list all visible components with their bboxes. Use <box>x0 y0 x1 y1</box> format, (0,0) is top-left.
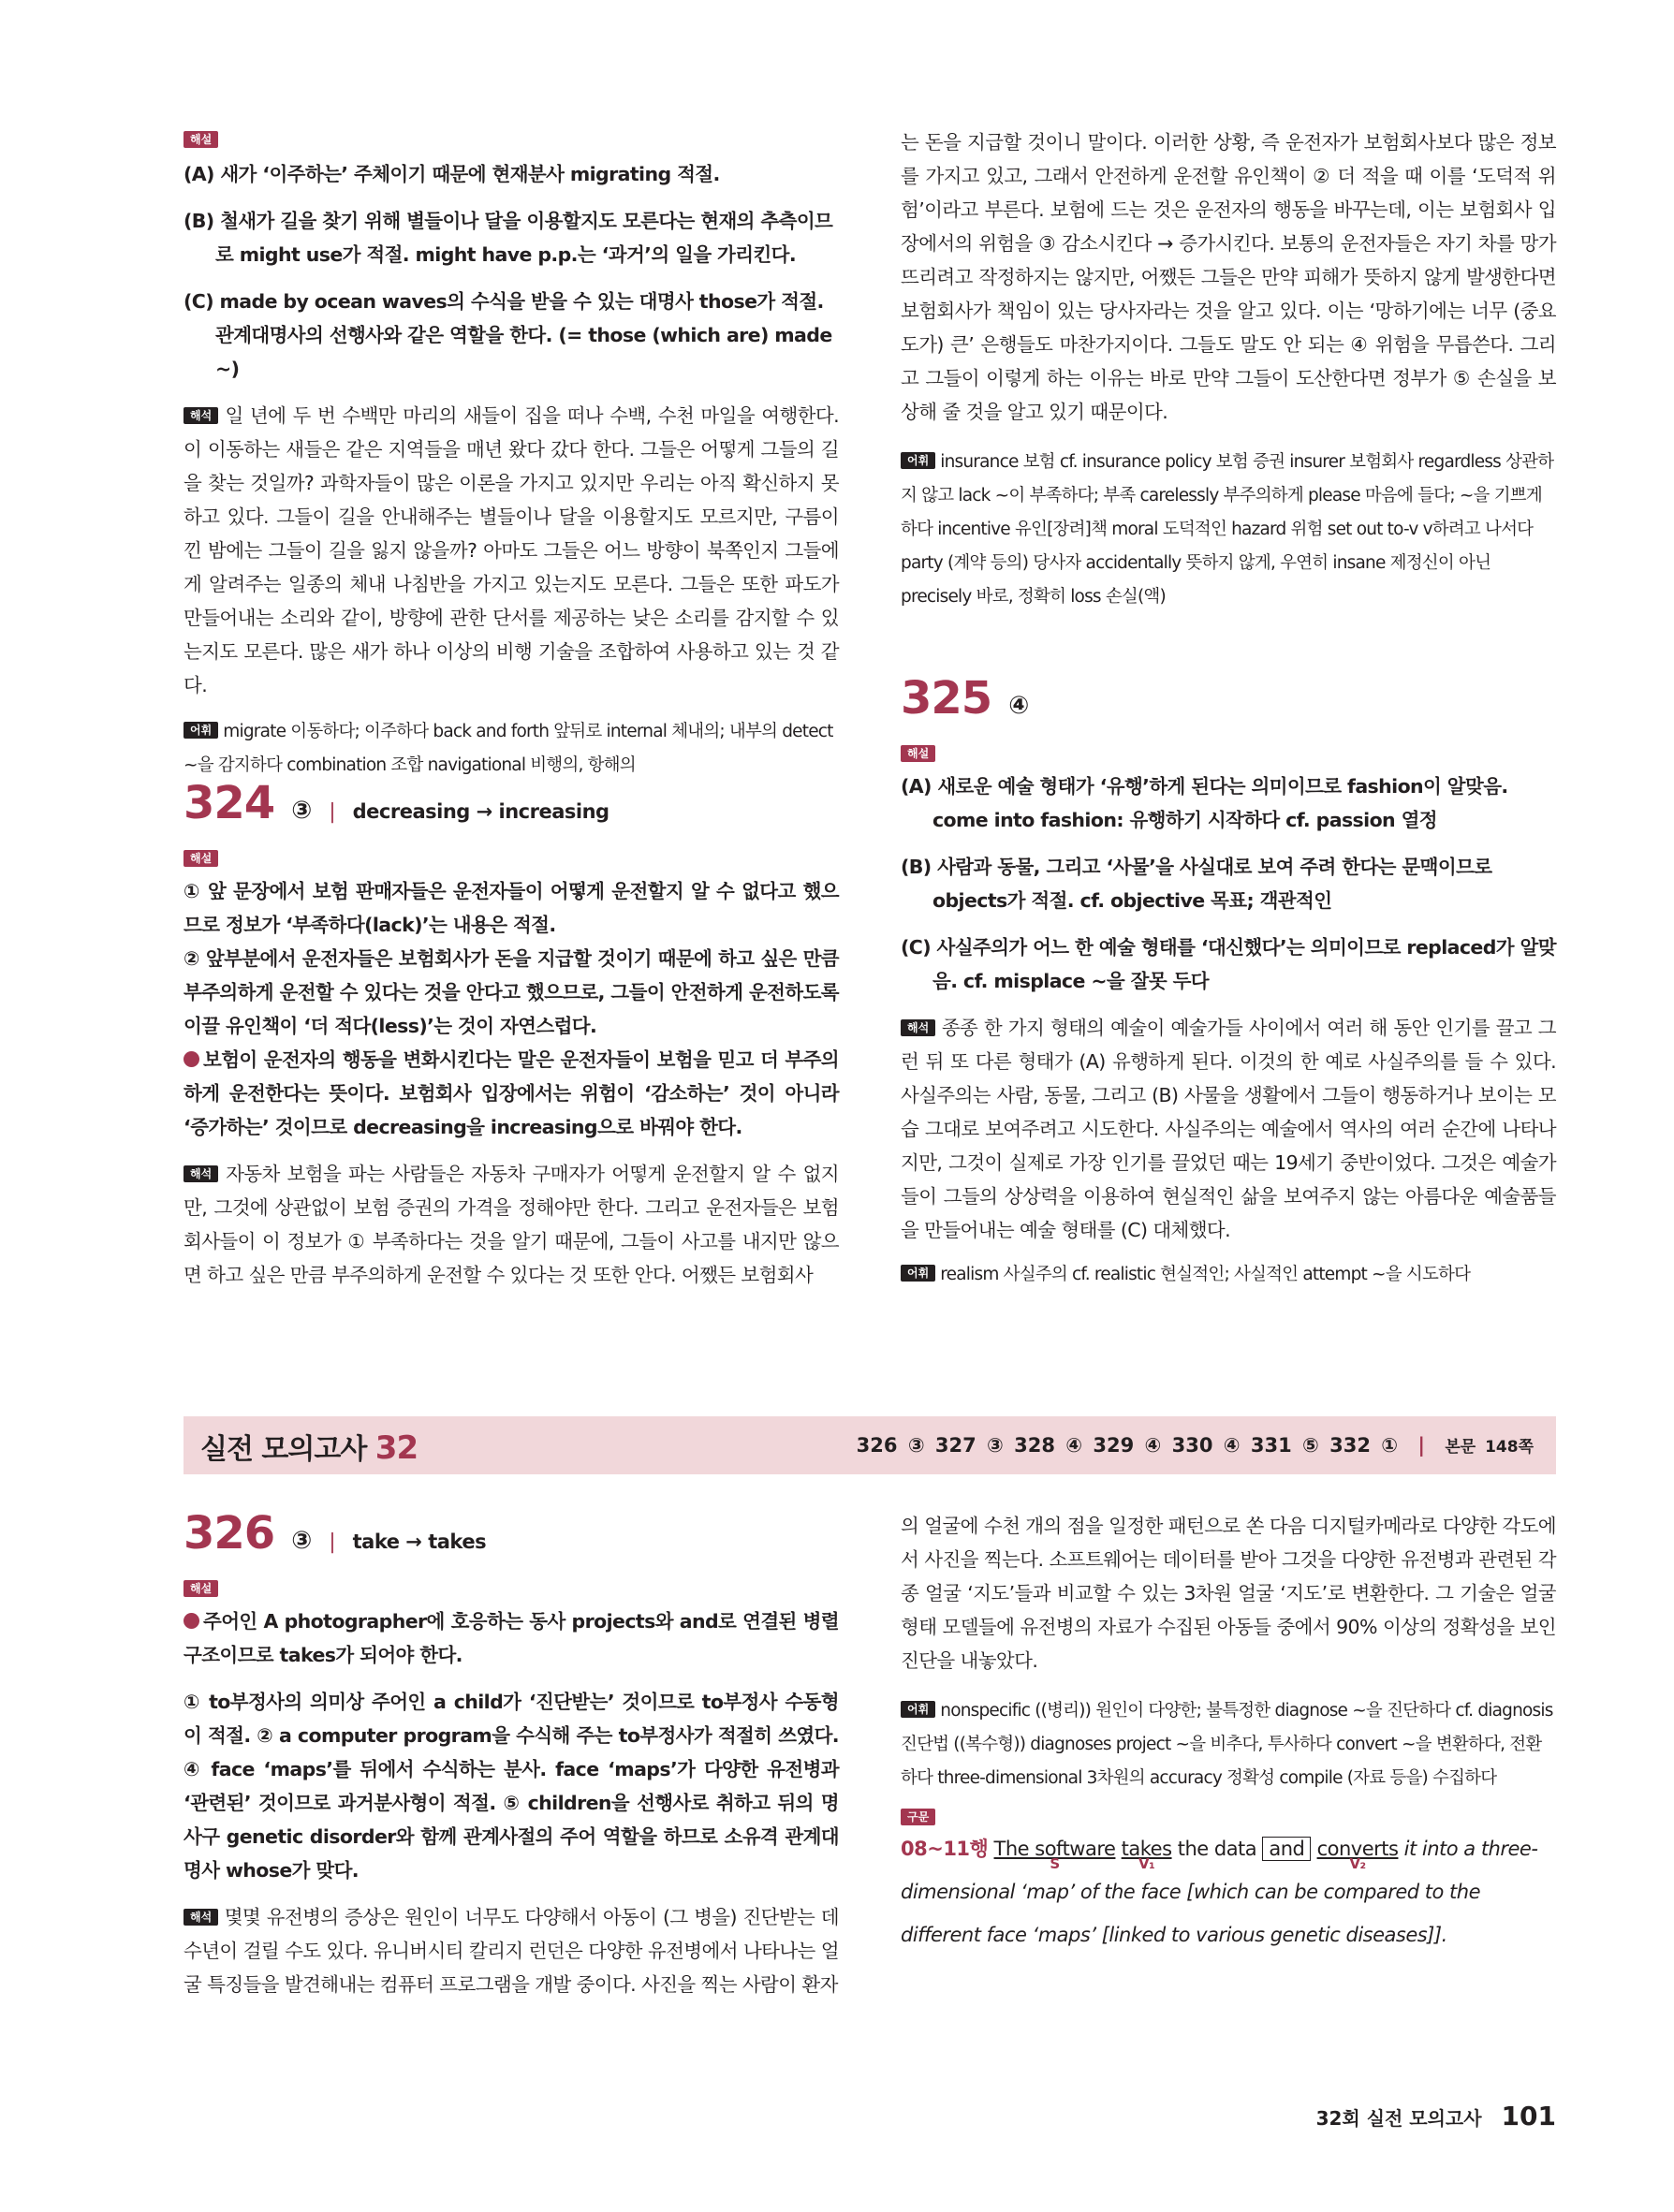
banner-title: 실전 모의고사 32 <box>200 1429 418 1467</box>
translation-continued: 의 얼굴에 수천 개의 점을 일정한 패턴으로 쏜 다음 디지털카메라로 다양한 각도에서 사진을 찍는다. 소프트웨어는 데이터를 받아 그것을 다양한 유전병과 관련된 각종 얼굴 ‘지도’들과 비교할 수 있는 3차원 얼굴 ‘지도’로 변환한다. 그 기술은 얼굴 형태 모델들에 유전병의 자료가 수집된 아동들 중에서 90% 이상의 정확성을 보인 진단을 내놓았다. <box>901 1515 1556 1672</box>
question-number: 325 <box>901 672 992 725</box>
correction: take → takes <box>352 1531 487 1553</box>
explanation-3: 보험이 운전자의 행동을 변화시킨다는 말은 운전자들이 보험을 믿고 더 부주의하게 운전한다는 뜻이다. 보험회사 입장에서는 위험이 ‘감소하는’ 것이 아니라 ‘증가하는’ 것이므로 decreasing을 increasing으로 바꿔야 한다. <box>184 1048 839 1138</box>
answer-key-list: 326 ③ 327 ③ 328 ④ 329 ④ 330 ④ 331 ⑤ 332 ① | 본문 148쪽 <box>856 1434 1534 1457</box>
question-326-header <box>184 1507 839 1563</box>
verb-2: converts V₂ <box>1316 1838 1399 1872</box>
right-top-column <box>901 125 1556 614</box>
explanation-options: ① to부정사의 의미상 주어인 a child가 ‘진단받는’ 것이므로 to부정사 수동형이 적절. ② a computer program을 수식해 주는 to부정사가 적절히 쓰였다. ④ face ‘maps’를 뒤에서 수식하는 분사. face ‘maps’가 다양한 유전병과 ‘관련된’ 것이므로 과거분사형이 적절. ⑤ children을 선행사로 취하고 뒤의 명사구 genetic disorder와 함께 관계사절의 주어 역할을 하므로 소유격 관계대명사 whose가 맞다. <box>184 1691 839 1882</box>
page-reference: 본문 148쪽 <box>1445 1438 1534 1457</box>
test-banner <box>184 1416 1556 1474</box>
answer: ③ <box>291 1527 313 1555</box>
explanation-main: 주어인 A photographer에 호응하는 동사 projects와 and로 연결된 병렬구조이므로 takes가 되어야 한다. <box>184 1610 839 1666</box>
correction: decreasing → increasing <box>352 800 609 823</box>
gumun-tag: 구문 <box>901 1809 935 1825</box>
conjunction-box: and <box>1262 1837 1311 1861</box>
separator: | <box>329 1531 336 1554</box>
translation-paragraph: 해석 일 년에 두 번 수백만 마리의 새들이 집을 떠나 수백, 수천 마일을 여행한다. 이 이동하는 새들은 같은 지역들을 매년 왔다 갔다 한다. 그들은 어떻게 그들의 길을 찾는 것일까? 과학자들이 많은 이론을 가지고 있지만 우리는 아직 확신하지 못하고 있다. 그들이 길을 안내해주는 별들이나 달을 이용할지도 모르지만, 구름이 낀 밤에는 그들이 길을 잃지 않을까? 아마도 그들은 어느 방향이 북쪽인지 그들에게 알려주는 일종의 체내 나침반을 가지고 있는지도 모른다. 그들은 또한 파도가 만들어내는 소리와 같이, 방향에 관한 단서를 제공하는 낮은 소리를 감지할 수 있는지도 모른다. 많은 새가 하나 이상의 비행 기술을 조합하여 사용하고 있는 것 같다. <box>184 404 840 696</box>
haeseok-tag: 해석 <box>901 1019 935 1036</box>
vocabulary-list: 어휘 insurance 보험 cf. insurance policy 보험 증권 insurer 보험회사 regardless 상관하지 않고 lack ~이 부족하다; 부족 carelessly 부주의하게 please 마음에 들다; ~을 기쁘게 하다 incentive 유인[장려]책 moral 도덕적인 hazard 위험 set out to-v v하려고 나서다 party (계약 등의) 당사자 accidentally 뜻하지 않게, 우연히 insane 제정신이 아닌 precisely 바로, 정확히 loss 손실(액) <box>901 452 1554 607</box>
explanation-a: (A) 새가 ‘이주하는’ 주체이기 때문에 현재분사 migrating 적절. <box>184 163 720 185</box>
subject-phrase: The software S <box>993 1838 1116 1872</box>
translation-continued: 는 돈을 지급할 것이니 말이다. 이러한 상황, 즉 운전자가 보험회사보다 많은 정보를 가지고 있고, 그래서 안전하게 운전할 유인책이 ② 더 적을 때 이를 ‘도덕적 위험’이라고 부른다. 보험에 드는 것은 운전자의 행동을 바꾸는데, 이는 보험회사 입장에서의 위험을 ③ 감소시킨다 → 증가시킨다. 보통의 운전자들은 자기 차를 망가뜨리려고 작정하지는 않지만, 어쨌든 그들은 만약 피해가 뜻하지 않게 발생한다면 보험회사가 책임이 있는 당사자라는 것을 알고 있다. 이는 ‘망하기에는 너무 (중요도가) 큰’ 은행들도 마찬가지이다. 그들도 말도 안 되는 ④ 위험을 무릅쓴다. 그리고 그들이 이렇게 하는 이유는 바로 만약 그들이 도산한다면 정부가 ⑤ 손실을 보상해 줄 것을 알고 있기 때문이다. <box>901 131 1556 423</box>
question-number: 324 <box>184 777 275 829</box>
footer-title: 32회 실전 모의고사 <box>1315 2107 1482 2130</box>
separator: | <box>329 800 336 824</box>
question-325 <box>901 672 1556 1292</box>
eohwi-tag: 어휘 <box>901 452 935 469</box>
translation-paragraph: 해석 몇몇 유전병의 증상은 원인이 너무도 다양해서 아동이 (그 병을) 진단받는 데 수년이 걸릴 수도 있다. 유니버시티 칼리지 런던은 다양한 유전병에서 나타나는 얼굴 특징들을 발견해내는 컴퓨터 프로그램을 개발 중이다. 사진을 찍는 사람이 환자 <box>184 1906 839 1996</box>
answer-mark-icon <box>184 1613 199 1629</box>
page-number: 101 <box>1501 2101 1556 2131</box>
question-324-header <box>184 777 839 833</box>
haeseol-tag: 해설 <box>184 1580 218 1597</box>
haeseok-tag: 해석 <box>184 1165 218 1182</box>
left-top-column <box>184 131 839 783</box>
question-324 <box>184 777 839 1292</box>
answer: ④ <box>1008 692 1030 720</box>
explanation-b: (B) 사람과 동물, 그리고 ‘사물’을 사실대로 보여 주려 한다는 문맥이므로 objects가 적절. cf. objective 목표; 객관적인 <box>901 856 1492 912</box>
haeseok-tag: 해석 <box>184 1909 218 1926</box>
explanation-a: (A) 새로운 예술 형태가 ‘유행’하게 된다는 의미이므로 fashion이 알맞음. come into fashion: 유행하기 시작하다 cf. passion 열정 <box>901 775 1508 831</box>
vocabulary-list: 어휘 realism 사실주의 cf. realistic 현실적인; 사실적인 attempt ~을 시도하다 <box>901 1258 1556 1292</box>
answer-mark-icon <box>184 1051 199 1067</box>
explanation-c: (C) made by ocean waves의 수식을 받을 수 있는 대명사 those가 적절. 관계대명사의 선행사와 같은 역할을 한다. (= those (which are) made ~) <box>184 290 832 380</box>
page-footer <box>1316 2101 1556 2131</box>
explanation-2: ② 앞부분에서 운전자들은 보험회사가 돈을 지급할 것이기 때문에 하고 싶은 만큼 부주의하게 운전할 수 있다는 것을 안다고 했으므로, 그들이 안전하게 운전하도록 이끌 유인책이 ‘더 적다(less)’는 것이 자연스럽다. <box>184 947 839 1037</box>
eohwi-tag: 어휘 <box>901 1701 935 1718</box>
eohwi-tag: 어휘 <box>184 722 218 739</box>
translation-paragraph: 해석 자동차 보험을 파는 사람들은 자동차 구매자가 어떻게 운전할지 알 수 없지만, 그것에 상관없이 보험 증권의 가격을 정해야만 한다. 그리고 운전자들은 보험회사들이 이 정보가 ① 부족하다는 것을 알기 때문에, 그들이 사고를 내지만 않으면 하고 싶은 만큼 부주의하게 운전할 수 있다는 것 또한 안다. 어쨌든 보험회사 <box>184 1163 839 1286</box>
haeseok-tag: 해석 <box>184 407 218 424</box>
haeseol-tag: 해설 <box>184 850 218 867</box>
haeseol-tag: 해설 <box>184 131 218 148</box>
sentence-structure: 08~11행 The software S takes V₁ the data and converts V₂ it into a three-dimensional ‘map’ of the face [which can be compared to the different face ‘maps’ [linked to various genetic diseases]]. <box>901 1838 1538 1946</box>
vocabulary-list: 어휘 nonspecific ((병리)) 원인이 다양한; 불특정한 diagnose ~을 진단하다 cf. diagnosis 진단법 ((복수형)) diagnoses project ~을 비추다, 투사하다 convert ~을 변환하다, 전환하다 three-dimensional 3차원의 accuracy 정확성 compile (자료 등을) 수집하다 <box>901 1701 1553 1788</box>
question-325-header <box>901 672 1556 728</box>
explanation-b: (B) 철새가 길을 찾기 위해 별들이나 달을 이용할지도 모른다는 현재의 추측이므로 might use가 적절. might have p.p.는 ‘과거’의 일을 가리킨다. <box>184 210 833 266</box>
question-326 <box>184 1507 839 2001</box>
haeseol-tag: 해설 <box>901 745 935 762</box>
vocabulary-list: 어휘 migrate 이동하다; 이주하다 back and forth 앞뒤로 internal 체내의; 내부의 detect ~을 감지하다 combination 조합 navigational 비행의, 항해의 <box>184 722 833 775</box>
right-bottom-column <box>901 1509 1556 1956</box>
line-reference: 08~11행 <box>901 1838 989 1860</box>
translation-paragraph: 해석 종종 한 가지 형태의 예술이 예술가들 사이에서 여러 해 동안 인기를 끌고 그런 뒤 또 다른 형태가 (A) 유행하게 된다. 이것의 한 예로 사실주의를 들 수 있다. 사실주의는 사람, 동물, 그리고 (B) 사물을 생활에서 그들이 행동하거나 보이는 모습 그대로 보여주려고 시도한다. 사실주의는 예술에서 역사의 여러 순간에 나타나지만, 그것이 실제로 가장 인기를 끌었던 때는 19세기 중반이었다. 그것은 예술가들이 그들의 상상력을 이용하여 현실적인 삶을 보여주지 않는 아름다운 예술품들을 만들어내는 예술 형태를 (C) 대체했다. <box>901 1017 1556 1241</box>
verb-1: takes V₁ <box>1121 1838 1172 1872</box>
eohwi-tag: 어휘 <box>901 1265 935 1282</box>
explanation-c: (C) 사실주의가 어느 한 예술 형태를 ‘대신했다’는 의미이므로 replaced가 알맞음. cf. misplace ~을 잘못 두다 <box>901 936 1556 992</box>
answer: ③ <box>291 797 313 825</box>
question-number: 326 <box>184 1507 275 1560</box>
explanation-1: ① 앞 문장에서 보험 판매자들은 운전자들이 어떻게 운전할지 알 수 없다고 했으므로 정보가 ‘부족하다(lack)’는 내용은 적절. <box>184 880 839 936</box>
